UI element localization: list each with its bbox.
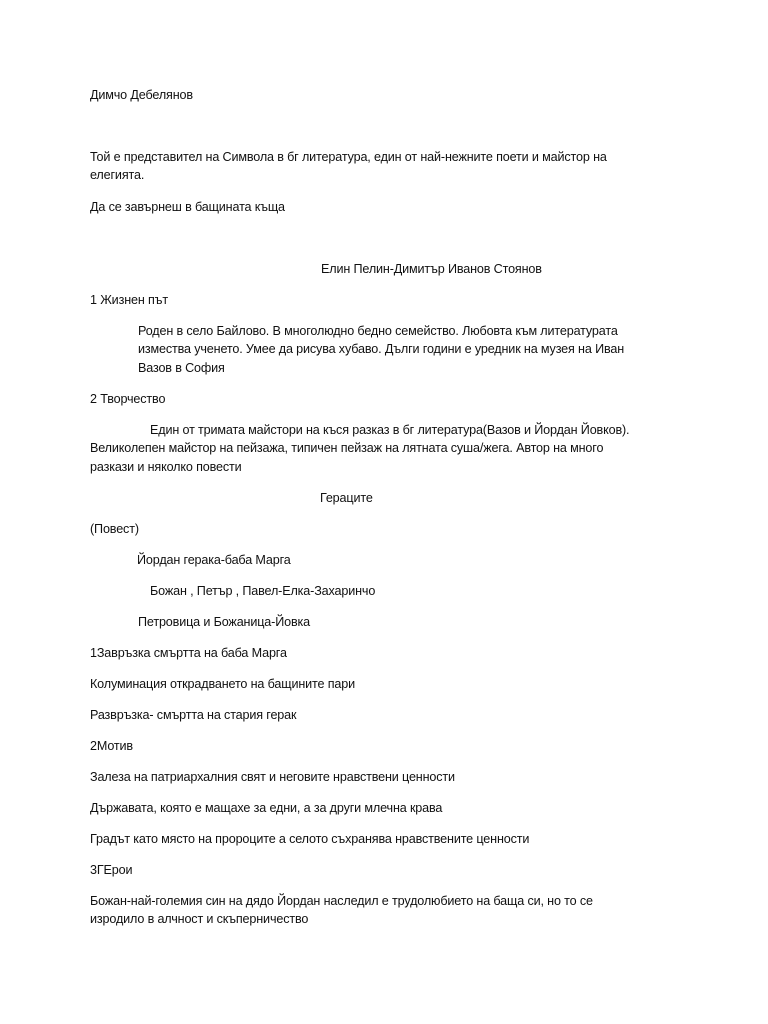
section1-heading: 1 Жизнен път — [90, 293, 169, 307]
motif-line-2: Държавата, която е мащахе за едни, а за други млечна крава — [90, 801, 443, 815]
intro-line-2: елегията. — [90, 168, 145, 182]
character-line-3: Петровица и Божаница-Йовка — [138, 615, 310, 629]
section1-line-2: измества ученето. Умее да рисува хубаво. Дълги години е уредник на музея на Иван — [138, 342, 625, 356]
motif-heading: 2Мотив — [90, 739, 133, 753]
plot-line-2: Колуминация открадването на бащините пари — [90, 677, 355, 691]
heroes-line-2: изродило в алчност и скъперничество — [90, 912, 309, 926]
author-heading: Елин Пелин-Димитър Иванов Стоянов — [321, 262, 542, 276]
section2-line-1: Един от тримата майстори на къся разказ в бг литература(Вазов и Йордан Йовков). — [150, 423, 630, 437]
poem-title: Да се завърнеш в бащината къща — [90, 200, 285, 214]
heroes-heading: 3ГЕрои — [90, 863, 133, 877]
document-title: Димчо Дебелянов — [90, 88, 193, 102]
section1-line-1: Роден в село Байлово. В многолюдно бедно семейство. Любовта към литературата — [138, 324, 618, 338]
work-genre: (Повест) — [90, 522, 139, 536]
motif-line-1: Залеза на патриархалния свят и неговите нравствени ценности — [90, 770, 455, 784]
character-line-1: Йордан герака-баба Марга — [137, 553, 291, 567]
section2-line-2: Великолепен майстор на пейзажа, типичен пейзаж на лятната суша/жега. Автор на много — [90, 441, 604, 455]
intro-line-1: Той е представител на Символа в бг литература, един от най-нежните поети и майстор на — [90, 150, 607, 164]
character-line-2: Божан , Петър , Павел-Елка-Захаринчо — [150, 584, 376, 598]
motif-line-3: Градът като място на пророците а селото съхранява нравствените ценности — [90, 832, 530, 846]
plot-line-3: Развръзка- смъртта на стария герак — [90, 708, 297, 722]
work-title: Гераците — [320, 491, 373, 505]
section2-heading: 2 Творчество — [90, 392, 166, 406]
plot-line-1: 1Завръзка смъртта на баба Марга — [90, 646, 287, 660]
section1-line-3: Вазов в София — [138, 361, 225, 375]
section2-line-3: разкази и няколко повести — [90, 460, 242, 474]
heroes-line-1: Божан-най-големия син на дядо Йордан наследил е трудолюбието на баща си, но то се — [90, 894, 593, 908]
